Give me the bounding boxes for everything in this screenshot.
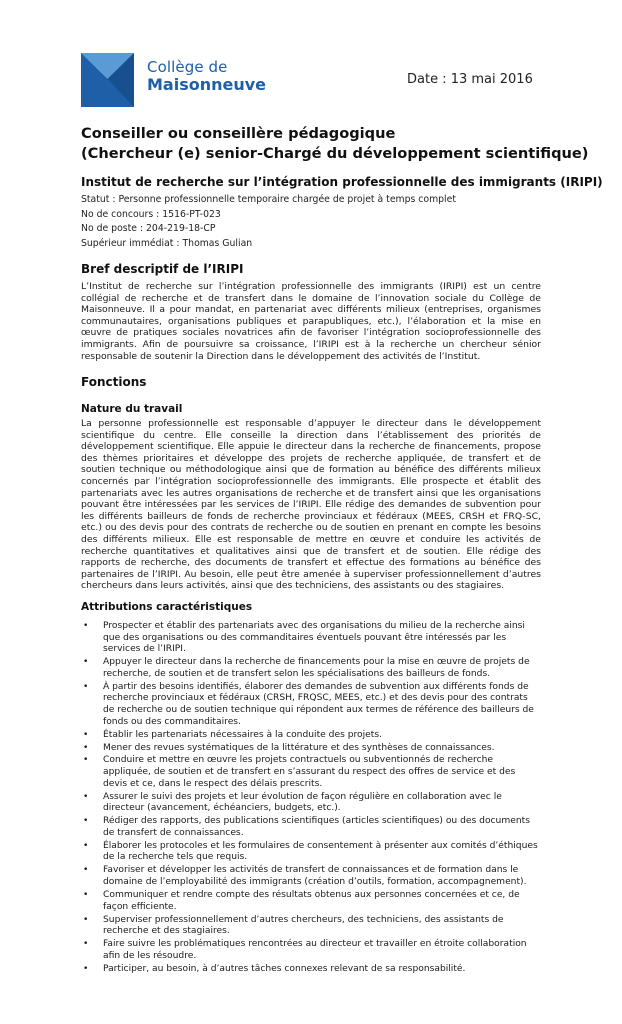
job-title (81, 124, 588, 164)
bullet-icon: • (83, 791, 89, 802)
attribution-text: Conduire et mettre en œuvre les projets contractuels ou subventionnés de recherche appliquée, de soutien et de transfert en s’assurant du respect des offres de service et des devis et ce, dans le respect des délais prescrits. (103, 755, 516, 789)
attributions-heading: Attributions caractéristiques (81, 601, 253, 613)
nature-heading: Nature du travail (81, 403, 183, 415)
attribution-text: À partir des besoins identifiés, élaborer des demandes de subvention aux différents fonds de recherche provinciaux et fédéraux (CRSH, FRQSC, MEES, etc.) et des devis pour des contrats de recherche ou de soutien technique qui répondent aux termes de référence des bailleurs de fonds ou des commanditaires. (103, 681, 534, 727)
attribution-text: Favoriser et développer les activités de transfert de connaissances et de formation dans le domaine de l’employabilité des immigrants (création d’outils, formation, accompagnement). (103, 865, 527, 887)
nature-paragraph: La personne professionnelle est responsable d’appuyer le directeur dans le développement scientifique du centre. Elle conseille la direction dans l’établissement des priorités de développement scientifique. Elle appuie le directeur dans la recherche de financements, propose des thèmes prioritaires et développe des projets de recherche appliquée, de transfert et de soutien technique ou méthodologique ainsi que de formation au bénéfice des différents milieux concernés par l’intégration socioprofessionnelle des immigrants. Elle prospecte et établit des partenariats avec les autres organisations de recherche et de transfert ainsi que les organisations pouvant être intéressées par les services de l’IRIPI. Elle rédige des demandes de subvention pour les différents bailleurs de fonds de recherche provinciaux et fédéraux (MEES, CRSH et FRQ-SC, etc.) ou des devis pour des contrats de recherche ou de soutien en prenant en compte les besoins des différents milieux. Elle est responsable de mettre en œuvre et conduire les activités de recherche quantitatives et qualitatives ainsi que de transfert et de soutien. Elle rédige des rapports de recherche, des documents de transfert et effectue des formations au bénéfice des partenaires de l’IRIPI. Au besoin, elle peut être amenée à superviser professionnellement d’autres chercheurs dans leurs activités, ainsi que des techniciens, des assistants ou des stagiaires. (81, 418, 541, 592)
bref-paragraph: L’Institut de recherche sur l’intégration professionnelle des immigrants (IRIPI) est un centre collégial de recherche et de transfert dans le domaine de l’innovation sociale du Collège de Maisonneuve. Il a pour mandat, en partenariat avec différents milieux (entreprises, organismes communautaires, organisations publiques et parapubliques, etc.), l’élaboration et la mise en œuvre de pratiques sociales novatrices afin de favoriser l’intégration socioprofessionnelle des immigrants. Afin de poursuivre sa croissance, l’IRIPI est à la recherche un chercheur sénior responsable de soutenir la Direction dans le développement des activités de l’Institut. (81, 281, 541, 362)
institute-heading: Institut de recherche sur l’intégration professionnelle des immigrants (IRIPI) (81, 175, 603, 189)
attribution-item (81, 816, 541, 839)
attribution-item (81, 841, 541, 864)
attribution-text: Participer, au besoin, à d’autres tâches connexes relevant de sa responsabilité. (103, 963, 466, 974)
bref-heading: Bref descriptif de l’IRIPI (81, 262, 244, 276)
job-title-line2: (Chercheur (e) senior-Chargé du développement scientifique) (81, 145, 589, 162)
attribution-item (81, 682, 541, 728)
bullet-icon: • (83, 840, 89, 851)
bullet-icon: • (83, 742, 89, 753)
attribution-text: Établir les partenariats nécessaires à la conduite des projets. (103, 729, 383, 740)
attribution-item (81, 890, 541, 913)
attribution-item (81, 792, 541, 815)
bullet-icon: • (83, 889, 89, 900)
attribution-text: Rédiger des rapports, des publications scientifiques (articles scientifiques) ou des documents de transfert de connaissances. (103, 816, 530, 838)
attribution-text: Communiquer et rendre compte des résultats obtenus aux personnes concernées et ce, de façon efficiente. (103, 889, 520, 912)
attribution-item (81, 865, 541, 888)
college-logo (81, 53, 271, 109)
attribution-item (81, 730, 541, 742)
bullet-icon: • (83, 963, 89, 974)
attribution-item (81, 755, 541, 790)
attribution-item (81, 915, 541, 938)
bullet-icon: • (83, 939, 89, 950)
logo-line2: Maisonneuve (147, 75, 267, 94)
statut-line: Statut : Personne professionnelle temporaire chargée de projet à temps complet (81, 194, 457, 205)
attribution-text: Prospecter et établir des partenariats avec des organisations du milieu de la recherche ainsi que des organisations ou des commanditaires éventuels pouvant être intéressés par les services de l’IRIPI. (103, 621, 525, 655)
job-title-line1: Conseiller ou conseillère pédagogique (81, 125, 396, 142)
attribution-item (81, 939, 541, 962)
concours-line: No de concours : 1516-PT-023 (81, 208, 221, 220)
attribution-text: Élaborer les protocoles et les formulaires de consentement à présenter aux comités d’éthiques de la recherche tels que requis. (103, 840, 538, 863)
attribution-text: Assurer le suivi des projets et leur évolution de façon régulière en collaboration avec le directeur (avancement, échéanciers, budgets, etc.). (103, 791, 502, 814)
college-logo-mark-icon (81, 53, 134, 107)
attribution-text: Mener des revues systématiques de la littérature et des synthèses de connaissances. (103, 742, 495, 753)
logo-text (147, 60, 266, 93)
bullet-icon: • (83, 865, 89, 876)
attribution-text: Faire suivre les problématiques rencontrées au directeur et travailler en étroite collaboration afin de les résoudre. (103, 939, 527, 961)
poste-line: No de poste : 204-219-18-CP (81, 223, 216, 235)
posting-details (81, 193, 456, 251)
bullet-icon: • (83, 657, 89, 668)
attribution-item (81, 964, 541, 976)
attributions-list (81, 621, 541, 977)
logo-line1: Collège de (147, 58, 228, 76)
bullet-icon: • (83, 914, 89, 925)
bullet-icon: • (83, 681, 89, 692)
bullet-icon: • (83, 621, 89, 631)
attribution-item (81, 657, 541, 680)
document-date: Date : 13 mai 2016 (407, 72, 533, 87)
attribution-item (81, 743, 541, 755)
superieur-line: Supérieur immédiat : Thomas Gulian (81, 237, 253, 249)
bullet-icon: • (83, 755, 89, 766)
fonctions-heading: Fonctions (81, 375, 147, 389)
bullet-icon: • (83, 816, 89, 827)
attribution-item (81, 621, 541, 656)
attribution-text: Superviser professionnellement d’autres chercheurs, des techniciens, des assistants de recherche et des stagiaires. (103, 914, 504, 937)
bullet-icon: • (83, 729, 89, 740)
attribution-text: Appuyer le directeur dans la recherche de financements pour la mise en œuvre de projets de recherche, de soutien et de transfert selon les spécialisations des bailleurs de fonds. (103, 657, 530, 679)
